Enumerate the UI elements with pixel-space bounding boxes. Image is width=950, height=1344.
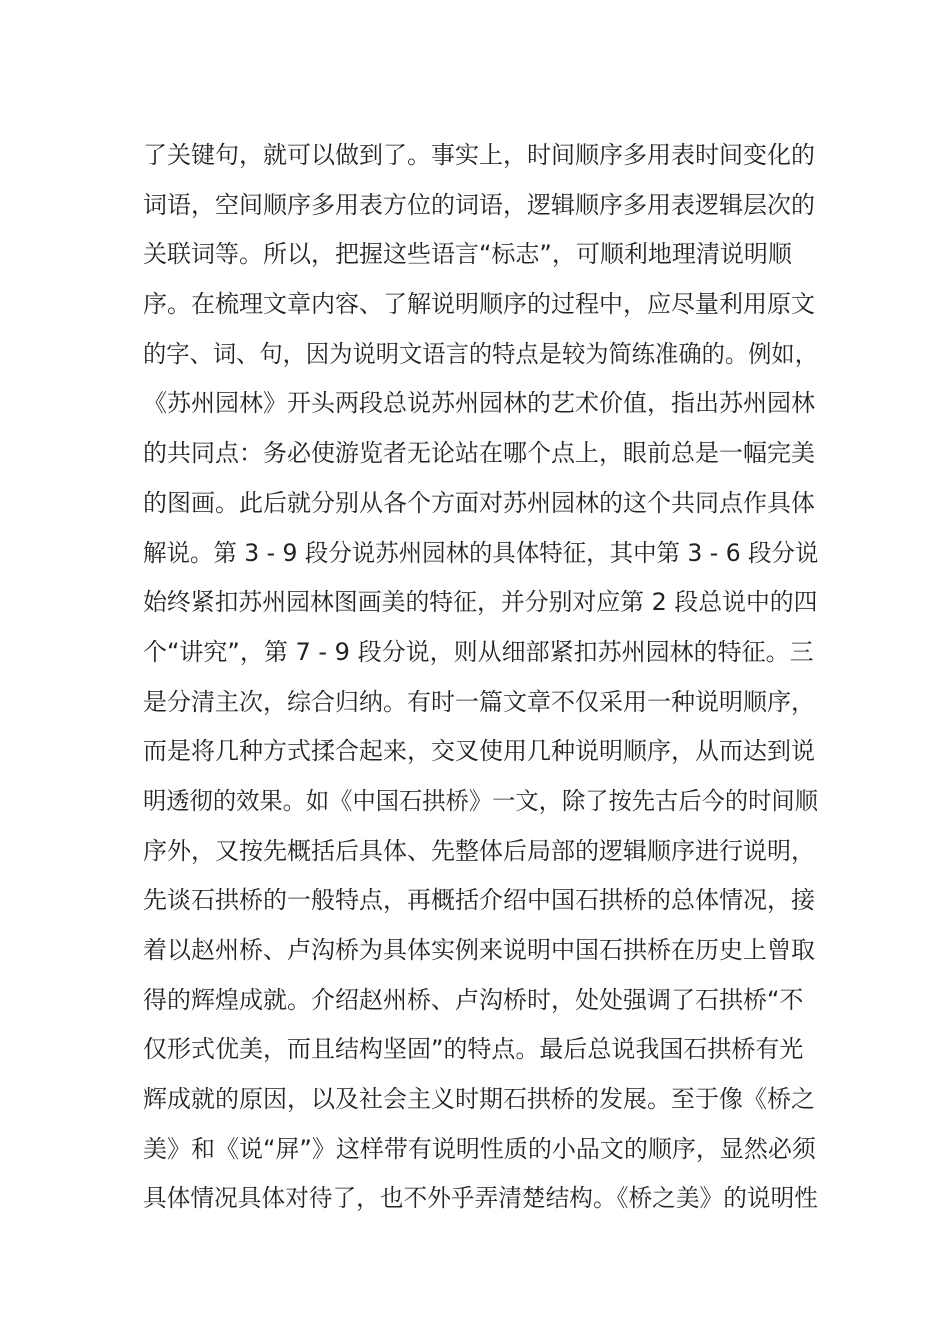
text-line: 关联词等。所以，把握这些语言“标志”，可顺利地理清说明顺 (143, 240, 792, 269)
text-line: 是分清主次，综合归纳。有时一篇文章不仅采用一种说明顺序， (143, 687, 815, 716)
text-line: 得的辉煌成就。介绍赵州桥、卢沟桥时，处处强调了石拱桥“不 (143, 985, 804, 1014)
text-line: 个“讲究”，第 7 - 9 段分说，则从细部紧扣苏州园林的特征。三 (143, 637, 814, 666)
text-line: 美》和《说“屏”》这样带有说明性质的小品文的顺序，显然必须 (143, 1134, 816, 1163)
text-line: 着以赵州桥、卢沟桥为具体实例来说明中国石拱桥在历史上曾取 (143, 936, 815, 964)
text-line: 序外，又按先概括后具体、先整体后局部的逻辑顺序进行说明， (143, 836, 815, 865)
text-line: 的字、词、句，因为说明文语言的特点是较为简练准确的。例如， (143, 339, 818, 368)
text-line: 明透彻的效果。如《中国石拱桥》一文，除了按先古后今的时间顺 (143, 786, 818, 815)
text-line: 了关键句，就可以做到了。事实上，时间顺序多用表时间变化的 (143, 141, 815, 169)
text-line: 解说。第 3 - 9 段分说苏州园林的具体特征，其中第 3 - 6 段分说 (143, 538, 819, 567)
body-text (143, 131, 818, 1224)
text-line: 而是将几种方式揉合起来，交叉使用几种说明顺序，从而达到说 (143, 737, 815, 766)
text-line: 具体情况具体对待了，也不外乎弄清楚结构。《桥之美》的说明性 (143, 1184, 818, 1213)
text-line: 仅形式优美，而且结构坚固”的特点。最后总说我国石拱桥有光 (143, 1035, 804, 1064)
text-line: 始终紧扣苏州园林图画美的特征，并分别对应第 2 段总说中的四 (143, 588, 818, 617)
text-line: 的共同点：务必使游览者无论站在哪个点上，眼前总是一幅完美 (143, 439, 815, 468)
text-line: 序。在梳理文章内容、了解说明顺序的过程中，应尽量利用原文 (143, 290, 815, 319)
text-line: 辉成就的原因，以及社会主义时期石拱桥的发展。至于像《桥之 (143, 1085, 815, 1114)
text-line: 的图画。此后就分别从各个方面对苏州园林的这个共同点作具体 (143, 488, 815, 517)
text-line: 词语，空间顺序多用表方位的词语，逻辑顺序多用表逻辑层次的 (143, 190, 815, 219)
text-line: 《苏州园林》开头两段总说苏州园林的艺术价值，指出苏州园林 (143, 389, 815, 418)
text-line: 先谈石拱桥的一般特点，再概括介绍中国石拱桥的总体情况，接 (143, 886, 815, 915)
